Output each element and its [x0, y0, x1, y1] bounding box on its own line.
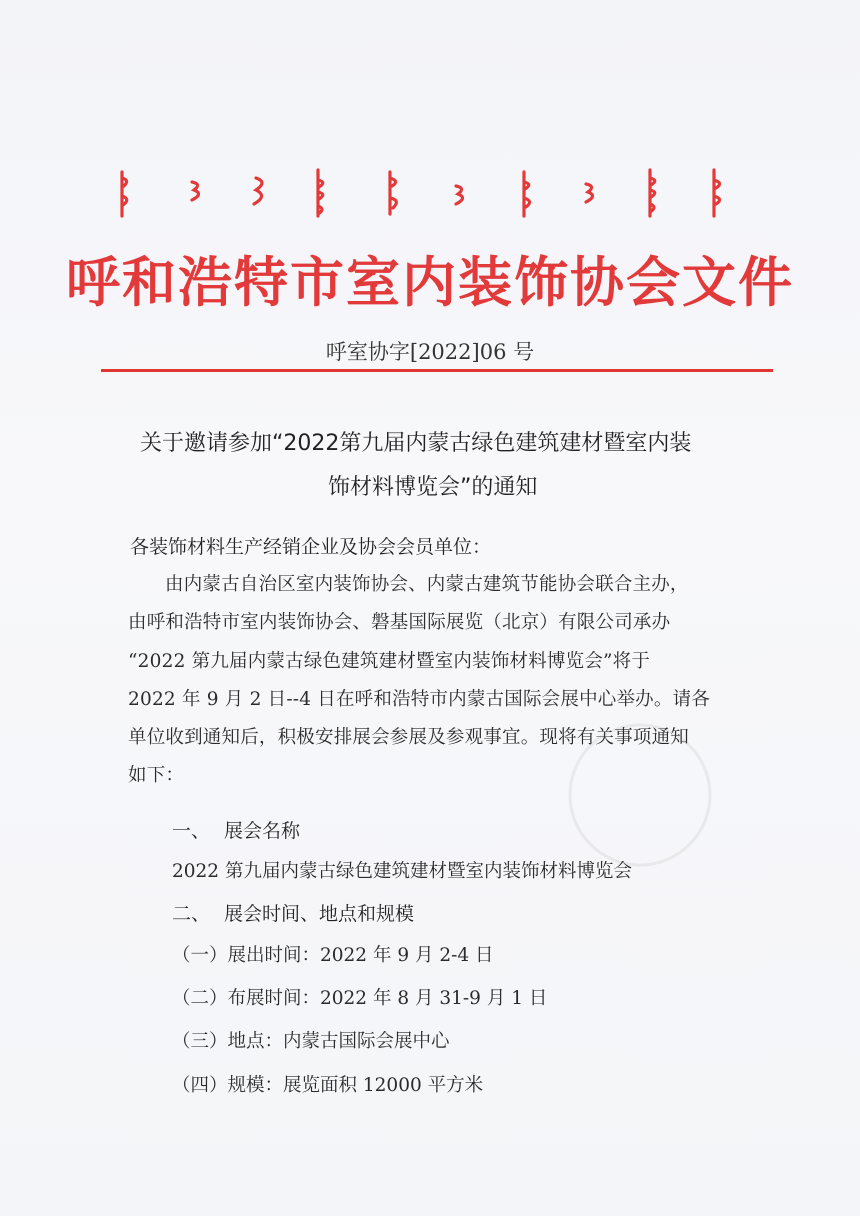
mongolian-script-heading — [110, 168, 730, 220]
faint-stamp-icon — [480, 700, 720, 870]
red-divider — [101, 369, 773, 372]
section-item: （二）布展时间：2022 年 8 月 31-9 月 1 日 — [172, 988, 548, 1009]
section-item: （三）地点：内蒙古国际会展中心 — [172, 1031, 450, 1052]
section-heading-2 — [128, 899, 748, 926]
section-item: （四）规模：展览面积 12000 平方米 — [172, 1075, 484, 1096]
body-line: 如下： — [128, 765, 185, 787]
notice-title — [140, 422, 750, 510]
body-line: 单位收到通知后，积极安排展会参展及参观事宜。现将有关事项通知 — [128, 727, 690, 749]
body-line: 由内蒙古自治区室内装饰协会、内蒙古建筑节能协会联合主办， — [165, 574, 689, 595]
organization-title: 呼和浩特市室内装饰协会文件 — [66, 251, 794, 314]
notice-title-line2: 饰材料博览会”的通知 — [328, 475, 538, 500]
section-label: 展会名称 — [224, 820, 301, 842]
section-content: 2022 第九届内蒙古绿色建筑建材暨室内装饰材料博览会 — [172, 861, 632, 882]
salutation: 各装饰材料生产经销企业及协会会员单位： — [130, 536, 492, 558]
section-number: 一、 — [172, 820, 211, 842]
mongolian-script-icon — [110, 168, 730, 220]
section-number: 二、 — [172, 903, 211, 925]
body-line: 2022 年 9 月 2 日--4 日在呼和浩特市内蒙古国际会展中心举办。请各 — [128, 688, 710, 710]
section-item: （一）展出时间：2022 年 9 月 2-4 日 — [172, 945, 494, 966]
section-label: 展会时间、地点和规模 — [224, 903, 415, 925]
body-line: “2022 第九届内蒙古绿色建筑建材暨室内装饰材料博览会”将于 — [128, 650, 651, 672]
document-number: 呼室协字[2022]06 号 — [325, 340, 535, 364]
body-line: 由呼和浩特市室内装饰协会、磐基国际展览（北京）有限公司承办 — [128, 612, 671, 634]
notice-title-line1: 关于邀请参加“2022第九届内蒙古绿色建筑建材暨室内装 — [140, 431, 692, 456]
